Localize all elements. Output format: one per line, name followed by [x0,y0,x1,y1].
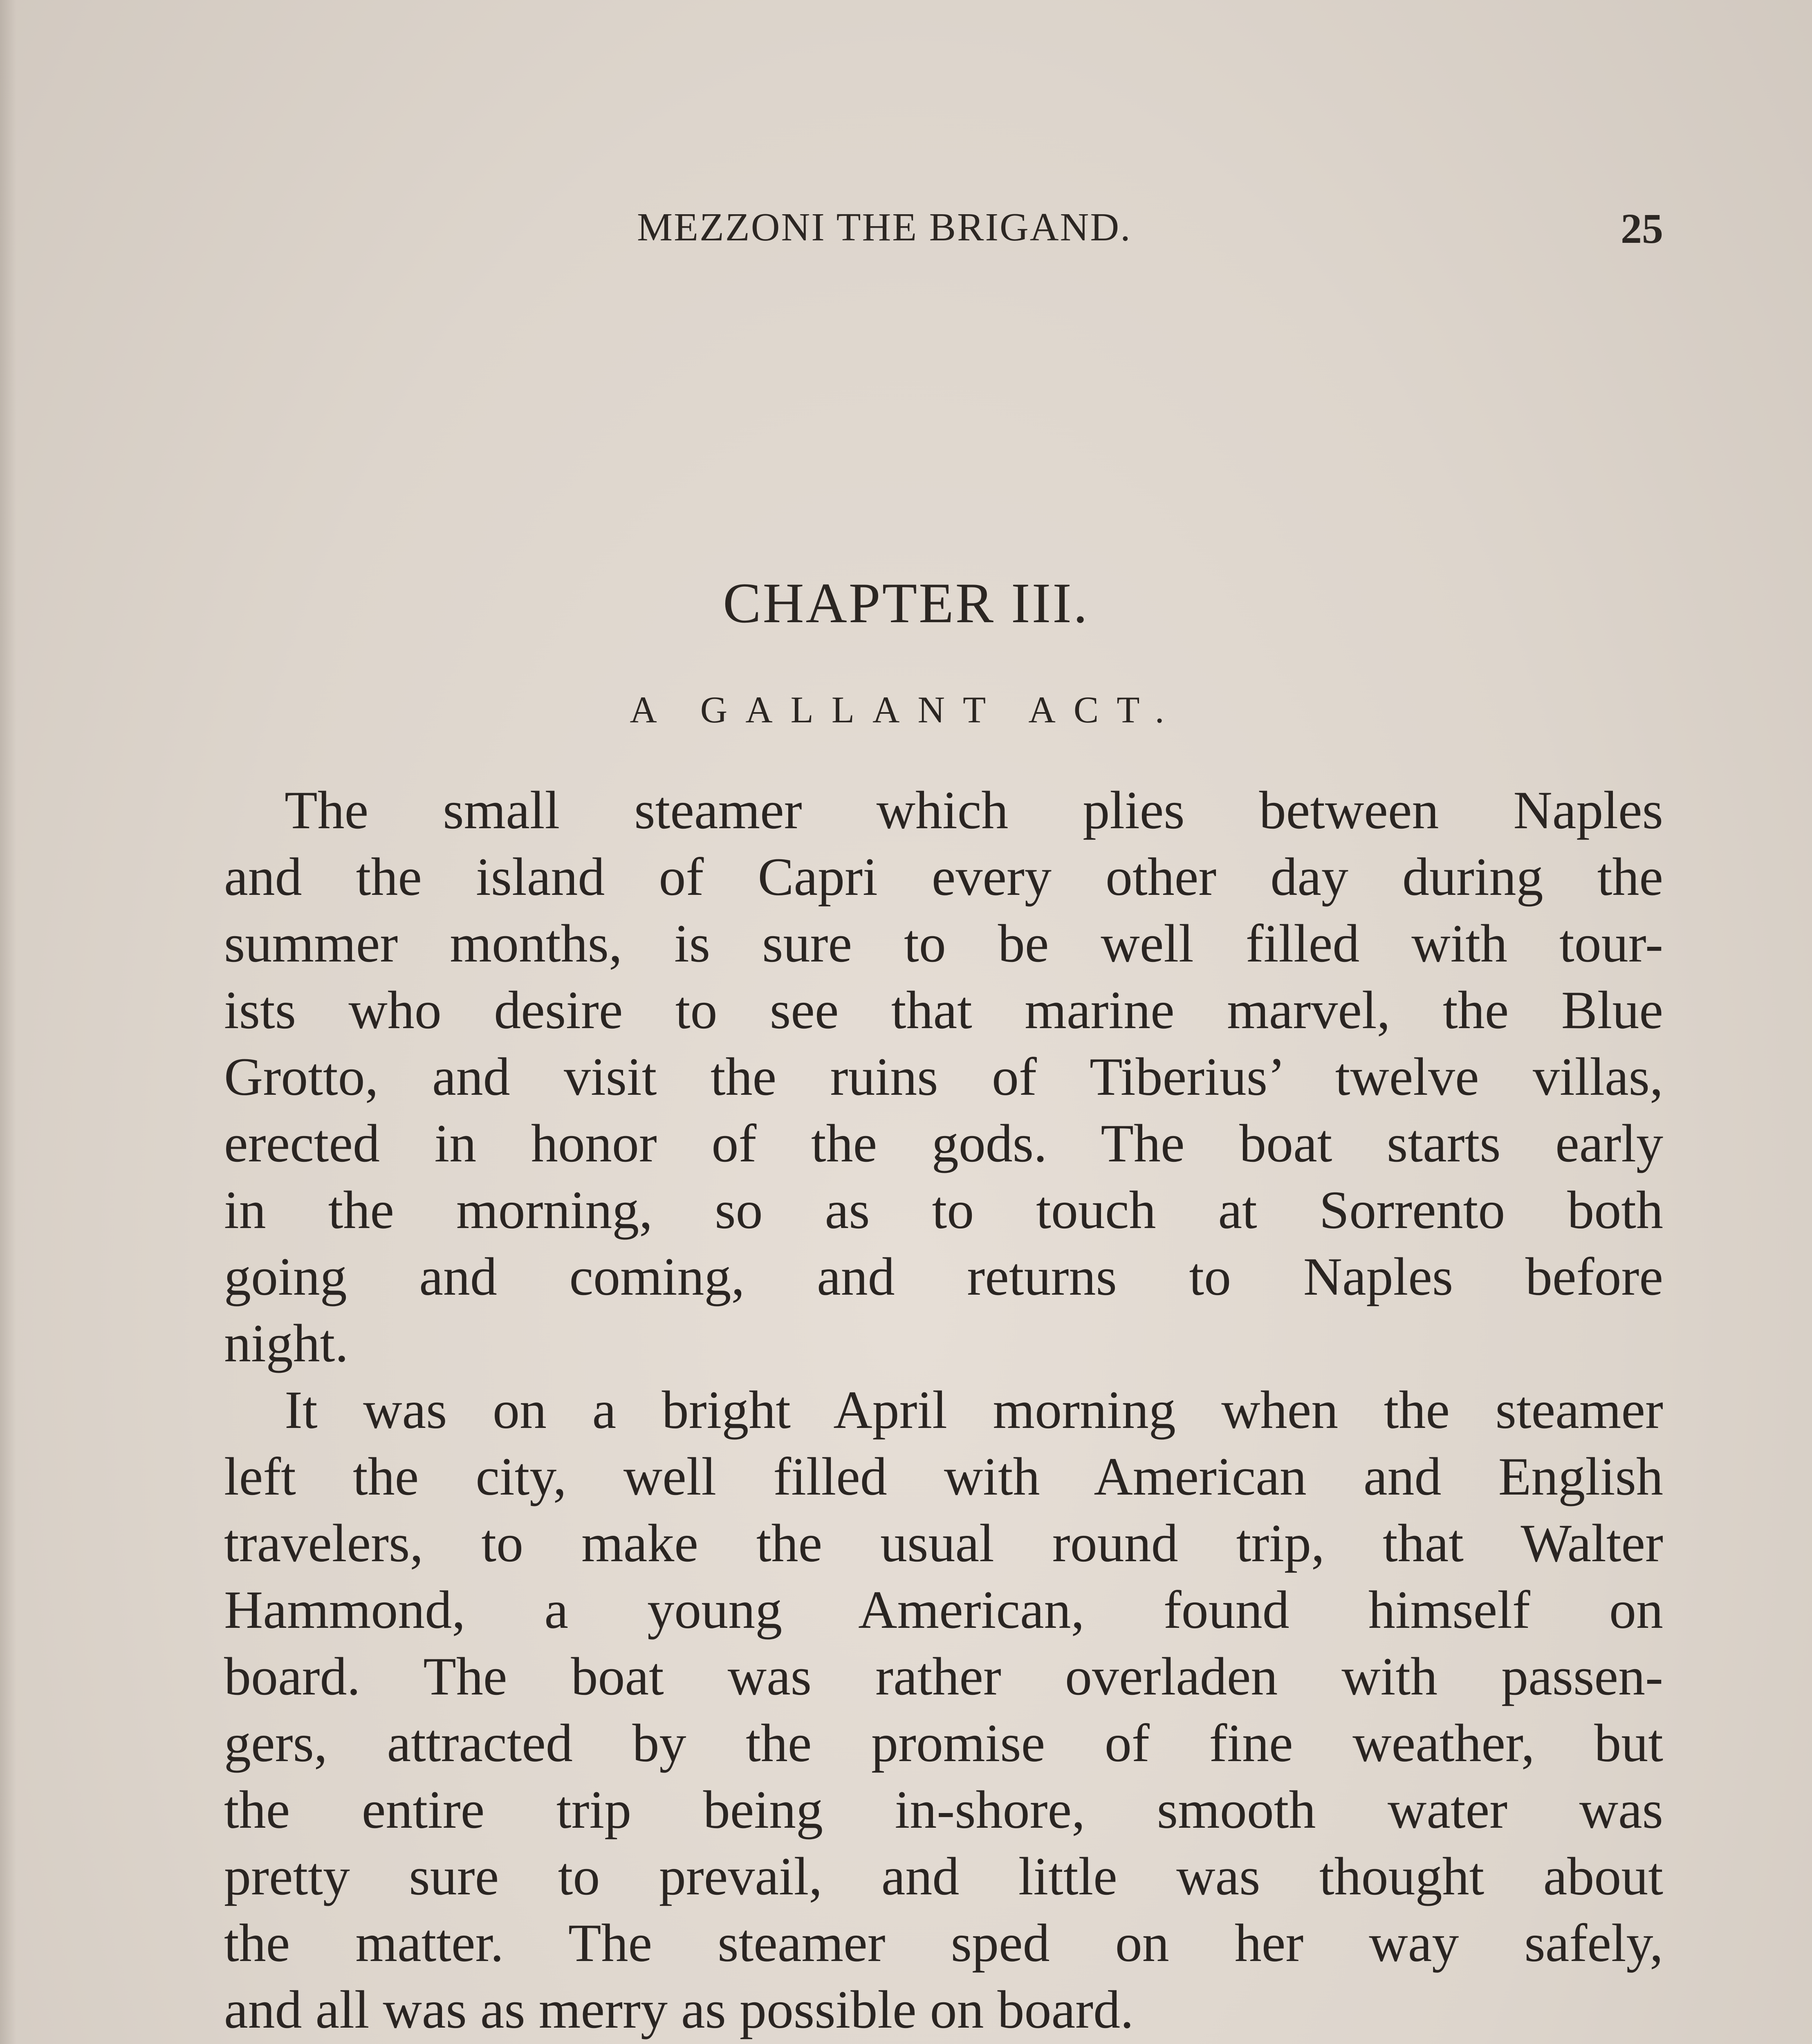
text-line: left the city, well filled with American and English [224,1446,1663,1506]
text-line: board. The boat was rather overladen with passen- [224,1646,1663,1706]
text-line: Grotto, and visit the ruins of Tiberius’ twelve villas, [224,1047,1663,1107]
text-line: The small steamer which plies between Naples [285,780,1663,840]
text-line: the matter. The steamer sped on her way safely, [224,1913,1663,1973]
text-line: erected in honor of the gods. The boat starts early [224,1113,1663,1173]
page-edge-shadow [0,0,16,2044]
text-line: night. [224,1313,349,1373]
text-line: in the morning, so as to touch at Sorrento both [224,1180,1663,1240]
page-number: 25 [1621,205,1663,252]
chapter-title: CHAPTER III. [723,572,1089,635]
text-line: summer months, is sure to be well filled with tour- [224,913,1663,973]
chapter-subtitle: A GALLANT ACT. [630,689,1182,731]
running-title: MEZZONI THE BRIGAND. [637,205,1132,249]
text-line: and the island of Capri every other day during the [224,847,1663,907]
text-line: It was on a bright April morning when the steamer [285,1380,1663,1440]
text-line: ists who desire to see that marine marvel, the Blue [224,980,1663,1040]
text-line: the entire trip being in-shore, smooth water was [224,1780,1663,1840]
text-line: travelers, to make the usual round trip, that Walter [224,1513,1663,1573]
text-line: and all was as merry as possible on board. [224,1979,1134,2040]
text-line: Hammond, a young American, found himself on [224,1580,1663,1640]
text-line: going and coming, and returns to Naples before [224,1246,1663,1307]
text-line: gers, attracted by the promise of fine weather, but [224,1713,1663,1773]
text-line: pretty sure to prevail, and little was thought about [224,1846,1663,1906]
page-header [224,204,1663,286]
body-text [224,777,1663,2044]
